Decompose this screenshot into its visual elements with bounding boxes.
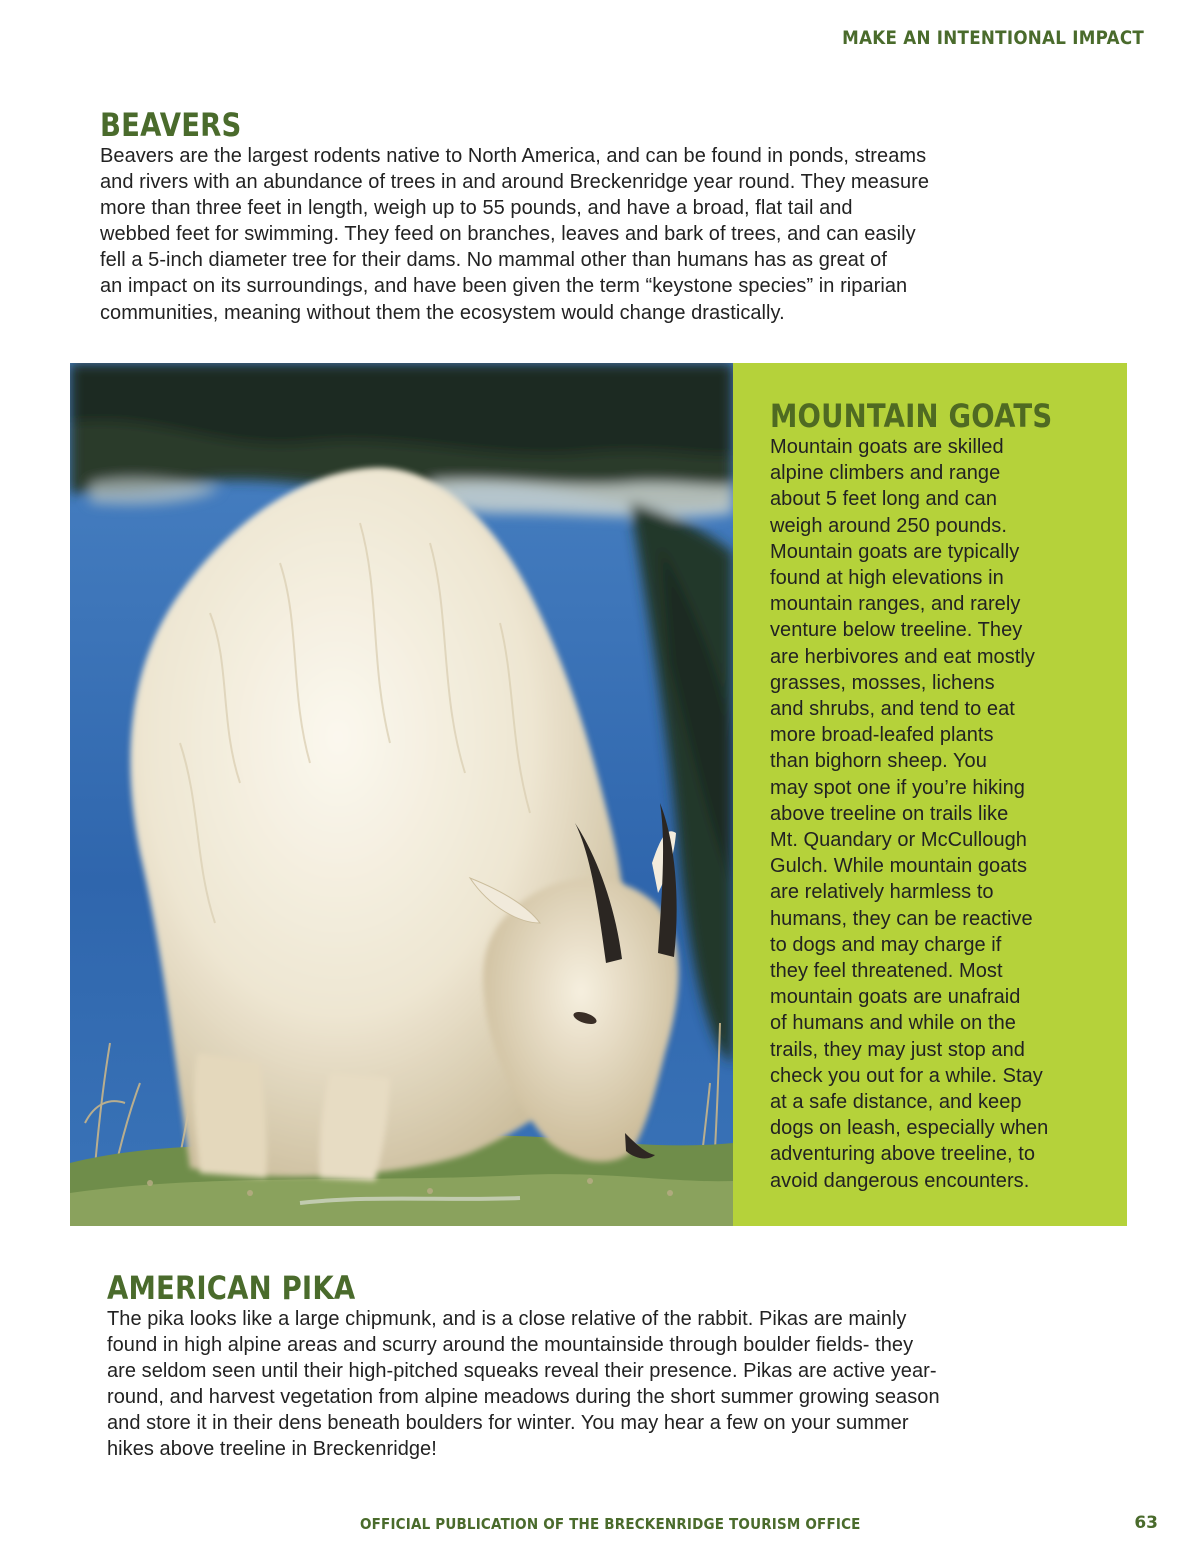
mountain-goats-line: are relatively harmless to: [770, 881, 994, 904]
mountain-goats-line: Mountain goats are typically: [770, 540, 1020, 563]
mountain-goats-line: adventuring above treeline, to: [770, 1143, 1036, 1166]
mountain-goats-line: at a safe distance, and keep: [770, 1091, 1022, 1114]
mountain-goats-line: Mt. Quandary or McCullough: [770, 829, 1027, 852]
mountain-goats-line: more broad-leafed plants: [770, 724, 994, 747]
american-pika-line: found in high alpine areas and scurry around the mountainside through boulder fields- they: [107, 1334, 914, 1357]
american-pika-line: The pika looks like a large chipmunk, and is a close relative of the rabbit. Pikas are mainly: [107, 1308, 907, 1330]
mountain-goats-line: trails, they may just stop and: [770, 1038, 1025, 1061]
mountain-goats-line: check you out for a while. Stay: [770, 1064, 1043, 1087]
mountain-goats-line: grasses, mosses, lichens: [770, 671, 995, 694]
mountain-goats-line: avoid dangerous encounters.: [770, 1169, 1030, 1192]
american-pika-title: AMERICAN PIKA: [107, 1269, 356, 1307]
beavers-line: more than three feet in length, weigh up to 55 pounds, and have a broad, flat tail and: [100, 197, 853, 220]
page-number: 63: [1134, 1513, 1158, 1533]
mountain-goats-line: Mountain goats are skilled: [770, 436, 1004, 458]
mountain-goat-photo: [70, 363, 733, 1226]
beavers-line: an impact on its surroundings, and have been given the term “keystone species” in riparian: [100, 275, 908, 298]
mountain-goats-title: MOUNTAIN GOATS: [770, 397, 1053, 435]
mountain-goats-panel: [733, 363, 1127, 1226]
footer-publication: OFFICIAL PUBLICATION OF THE BRECKENRIDGE TOURISM OFFICE: [360, 1515, 861, 1533]
mountain-goats-line: dogs on leash, especially when: [770, 1117, 1049, 1140]
mountain-goats-line: they feel threatened. Most: [770, 960, 1003, 983]
beavers-body: [100, 143, 1120, 326]
beavers-line: fell a 5-inch diameter tree for their dams. No mammal other than humans has as great of: [100, 249, 887, 272]
american-pika-line: round, and harvest vegetation from alpine meadows during the short summer growing season: [107, 1386, 940, 1409]
beavers-line: webbed feet for swimming. They feed on branches, leaves and bark of trees, and can easily: [100, 223, 916, 246]
beavers-line: Beavers are the largest rodents native to North America, and can be found in ponds, streams: [100, 145, 927, 167]
running-head: MAKE AN INTENTIONAL IMPACT: [842, 27, 1144, 49]
american-pika-line: and store it in their dens beneath boulders for winter. You may hear a few on your summer: [107, 1412, 909, 1435]
mountain-goats-line: are herbivores and eat mostly: [770, 645, 1035, 668]
beavers-section: [100, 107, 1120, 326]
mountain-goats-line: and shrubs, and tend to eat: [770, 698, 1015, 721]
mountain-goats-line: mountain goats are unafraid: [770, 986, 1021, 1009]
mountain-goats-line: about 5 feet long and can: [770, 488, 997, 511]
beavers-line: communities, meaning without them the ecosystem would change drastically.: [100, 301, 785, 324]
mountain-goats-line: alpine climbers and range: [770, 462, 1001, 485]
mountain-goats-line: above treeline on trails like: [770, 802, 1009, 825]
american-pika-body: [107, 1306, 1127, 1463]
american-pika-section: [107, 1270, 1127, 1463]
beavers-line: and rivers with an abundance of trees in and around Breckenridge year round. They measure: [100, 171, 930, 194]
american-pika-line: are seldom seen until their high-pitched squeaks reveal their presence. Pikas are active year-: [107, 1360, 937, 1383]
beavers-title: BEAVERS: [100, 106, 242, 144]
mountain-goats-line: than bighorn sheep. You: [770, 750, 987, 773]
mountain-goats-line: humans, they can be reactive: [770, 907, 1033, 930]
mountain-goats-line: found at high elevations in: [770, 567, 1004, 590]
mountain-goats-body: [770, 434, 1120, 1194]
mountain-goats-line: weigh around 250 pounds.: [770, 514, 1007, 537]
mountain-goats-line: Gulch. While mountain goats: [770, 855, 1028, 878]
mountain-goats-line: of humans and while on the: [770, 1012, 1016, 1035]
mountain-goats-line: mountain ranges, and rarely: [770, 593, 1021, 616]
mountain-goats-line: venture below treeline. They: [770, 619, 1023, 642]
mountain-goats-line: may spot one if you’re hiking: [770, 776, 1025, 799]
american-pika-line: hikes above treeline in Breckenridge!: [107, 1438, 437, 1461]
mountain-goats-line: to dogs and may charge if: [770, 933, 1002, 956]
